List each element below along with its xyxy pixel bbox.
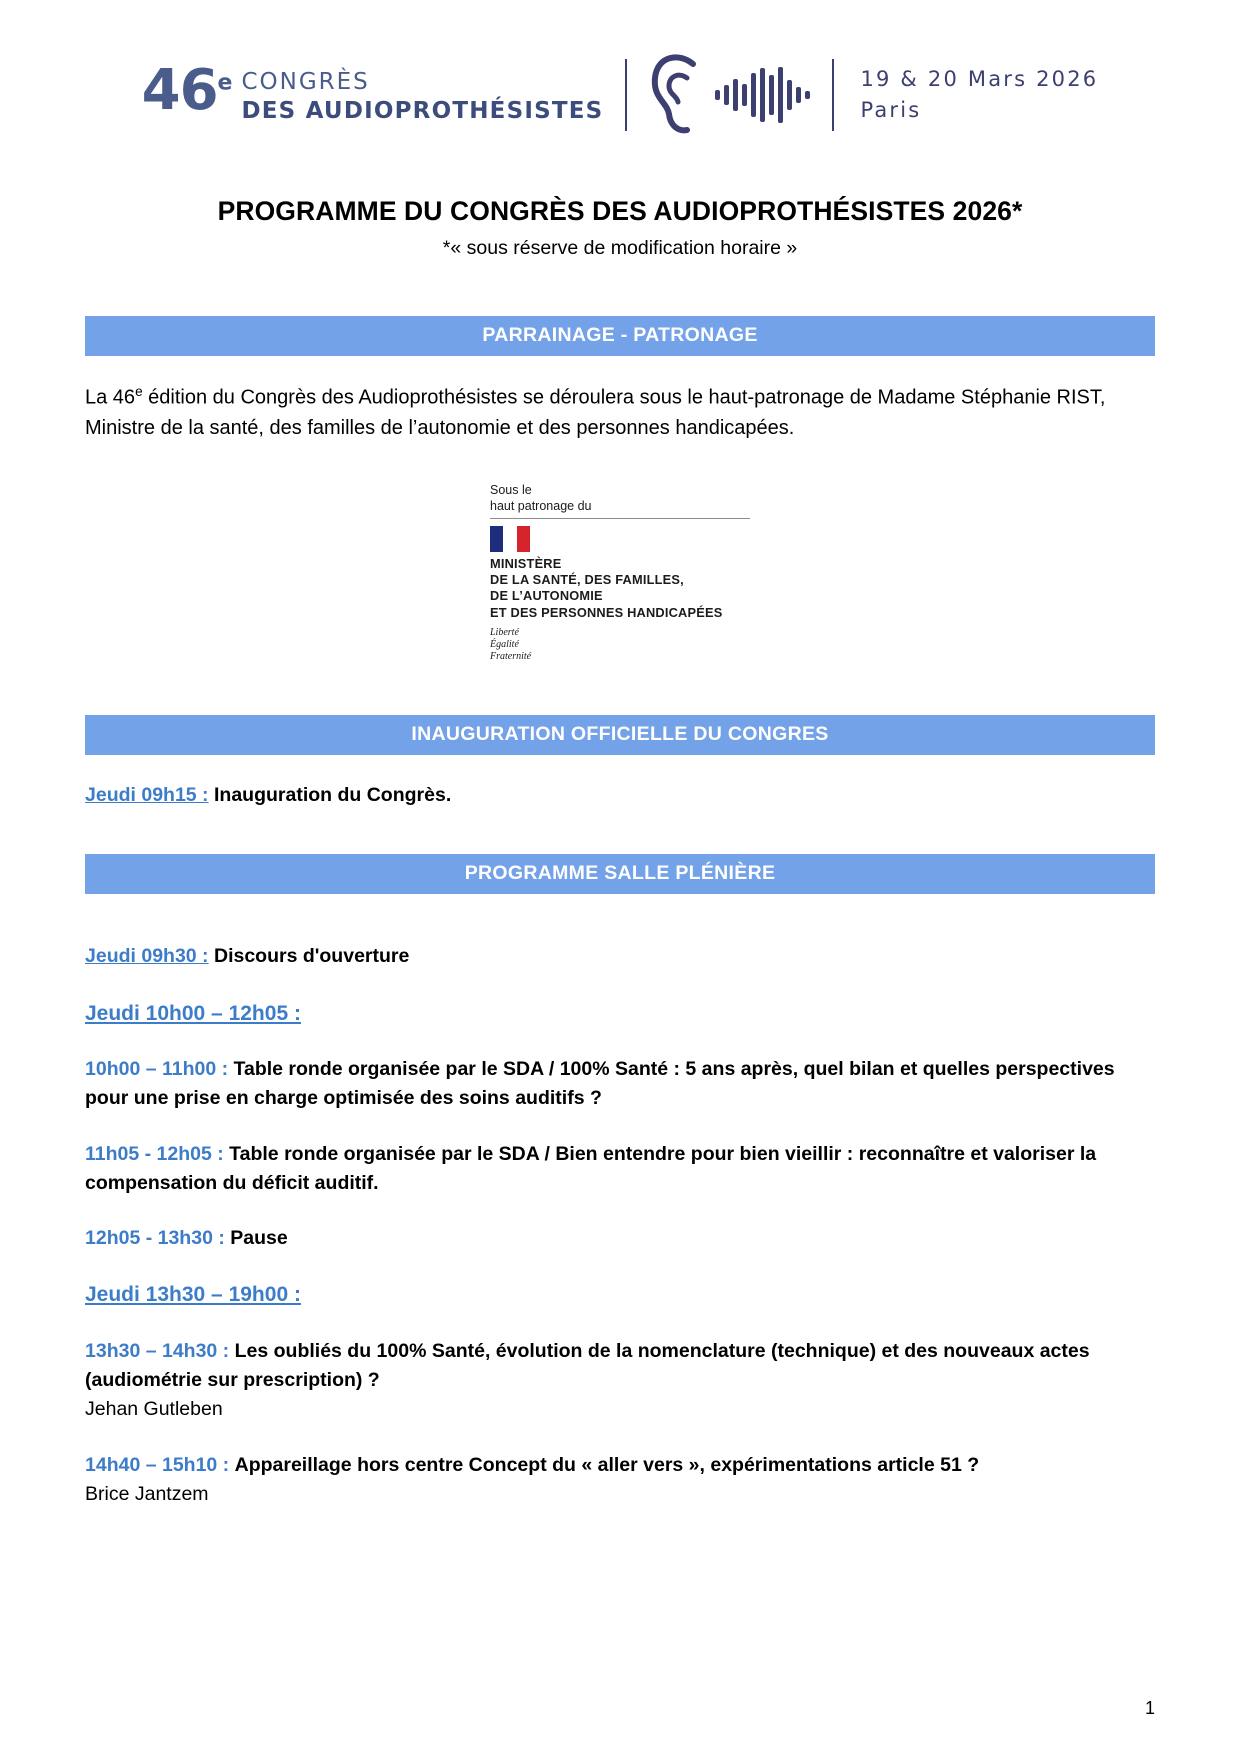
schedule-entry — [85, 942, 1155, 971]
ministry-rule — [490, 518, 750, 519]
page-number: 1 — [1144, 1698, 1155, 1718]
logo-wordmark — [241, 68, 603, 126]
ministry-sous-line-1: Sous le — [490, 483, 532, 498]
entry-speaker: Brice Jantzem — [85, 1482, 209, 1505]
ear-waveform-graphic — [649, 52, 810, 138]
entry-time: Jeudi 13h30 – 19h00 : — [85, 1283, 301, 1307]
schedule-entry — [85, 1224, 1155, 1253]
page-title: PROGRAMME DU CONGRÈS DES AUDIOPROTHÉSISTES 2026* — [217, 196, 1023, 226]
section-banner-pleniere: PROGRAMME SALLE PLÉNIÈRE — [85, 854, 1155, 894]
ministry-logo — [490, 483, 750, 663]
entry-text: Table ronde organisée par le SDA / 100% Santé : 5 ans après, quel bilan et quelles perspectives pour une prise en charge optimisée des soins auditifs ? — [85, 1058, 1115, 1110]
entry-text: Les oubliés du 100% Santé, évolution de la nomenclature (technique) et des nouveaux actes (audiométrie sur prescription) ? — [85, 1339, 1090, 1392]
section-banner-parrainage: PARRAINAGE - PATRONAGE — [85, 316, 1155, 356]
entry-time: Jeudi 09h15 : — [85, 784, 209, 807]
sound-wave-icon — [715, 65, 810, 125]
entry-text: Inauguration du Congrès. — [213, 784, 452, 807]
entry-time: 13h30 – 14h30 : — [85, 1339, 230, 1362]
page-subtitle: *« sous réserve de modification horaire » — [442, 237, 798, 259]
event-date-block — [860, 64, 1098, 127]
entry-time: Jeudi 09h30 : — [85, 945, 209, 968]
motto-line-2: Égalité — [490, 639, 519, 651]
ministry-name-line-4: ET DES PERSONNES HANDICAPÉES — [490, 604, 723, 620]
entry-speaker: Jehan Gutleben — [85, 1398, 223, 1421]
schedule-entry — [85, 1055, 1155, 1114]
french-flag-icon — [490, 526, 530, 552]
ministry-name-line-1: MINISTÈRE — [490, 555, 562, 571]
congress-logo — [141, 58, 604, 126]
schedule-entry — [85, 1337, 1155, 1425]
entry-time: 11h05 - 12h05 : — [85, 1142, 224, 1165]
congress-logo-header — [85, 52, 1155, 138]
ear-icon — [649, 52, 711, 138]
entry-time: Jeudi 10h00 – 12h05 : — [85, 1001, 301, 1025]
divider-right — [832, 59, 834, 131]
logo-edition-suffix: e — [217, 70, 232, 96]
schedule-block-heading — [85, 1279, 1155, 1311]
schedule-block-heading — [85, 998, 1155, 1030]
entry-text: Discours d'ouverture — [213, 945, 410, 968]
divider-left — [625, 59, 627, 131]
entry-time: 14h40 – 15h10 : — [85, 1453, 230, 1476]
event-dates: 19 & 20 Mars 2026 — [860, 66, 1099, 91]
ministry-sous-line-2: haut patronage du — [490, 499, 592, 514]
entry-text: Appareillage hors centre Concept du « aller vers », expérimentations article 51 ? — [234, 1453, 980, 1476]
event-city: Paris — [860, 98, 922, 122]
schedule-entry — [85, 1451, 1155, 1510]
logo-line-2: DES AUDIOPROTHÉSISTES — [241, 98, 604, 124]
entry-text: Pause — [230, 1227, 288, 1250]
schedule-entry — [85, 1140, 1155, 1199]
entry-text: Table ronde organisée par le SDA / Bien entendre pour bien vieillir : reconnaître et valoriser la compensation du déficit auditif. — [85, 1142, 1097, 1194]
entry-time: 12h05 - 13h30 : — [85, 1227, 225, 1250]
schedule-entry — [85, 781, 1155, 810]
parrainage-paragraph: La 46e édition du Congrès des Audioprothésistes se déroulera sous le haut-patronage de Madame Stéphanie RIST, Ministre de la santé, des familles de l’autonomie et des personnes handicapées. — [85, 384, 1106, 440]
logo-line-1: CONGRÈS — [241, 69, 370, 96]
ministry-motto — [490, 627, 750, 663]
ministry-name-line-2: DE LA SANTÉ, DES FAMILLES, — [490, 572, 684, 588]
section-banner-inauguration: INAUGURATION OFFICIELLE DU CONGRES — [85, 715, 1155, 755]
logo-edition-number: 46e — [141, 58, 232, 124]
ministry-name-line-3: DE L’AUTONOMIE — [490, 588, 603, 604]
motto-line-3: Fraternité — [490, 651, 532, 663]
motto-line-1: Liberté — [490, 627, 519, 639]
entry-time: 10h00 – 11h00 : — [85, 1058, 229, 1081]
